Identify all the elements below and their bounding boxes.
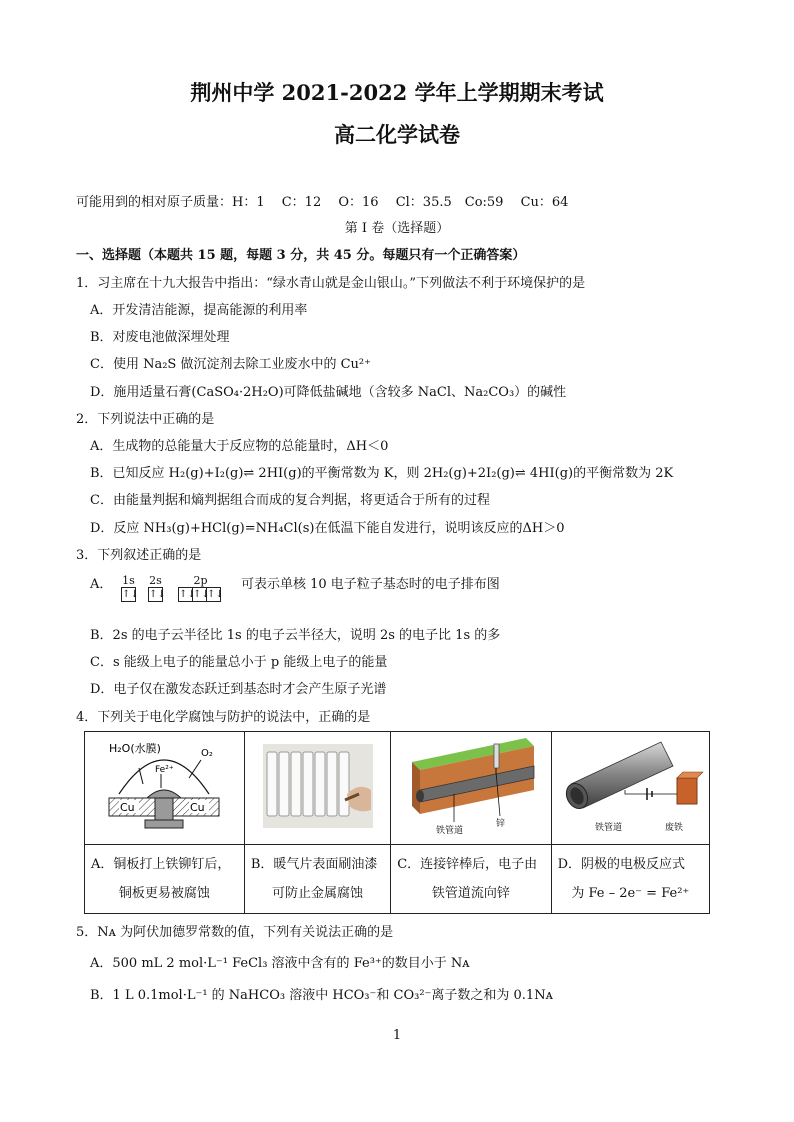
caption-c-line-1: C．连接锌棒后，电子由 [397,857,538,872]
question-3-option-b: B．2s 的电子云半径比 1s 的电子云半径大，说明 2s 的电子比 1s 的多 [90,628,501,643]
question-4-stem: 4．下列关于电化学腐蚀与防护的说法中，正确的是 [76,710,371,725]
water-film-label: H₂O(水膜) [109,742,162,755]
caption-b [244,845,390,914]
page-number: 1 [392,1028,402,1043]
question-2-option-b: B．已知反应 H₂(g)+I₂(g)⇌ 2HI(g)的平衡常数为 K，则 2H₂(g)+2I₂(g)⇌ 4HI(g)的平衡常数为 2K [90,466,674,481]
caption-a-line-2: 铜板更易被腐蚀 [118,886,210,901]
scrap-iron-label: 废铁 [665,823,684,833]
caption-a-line-1: A．铜板打上铁铆钉后， [91,857,231,872]
question-1-option-a: A．开发清洁能源，提高能源的利用率 [90,303,308,318]
figure-d-cell [551,732,709,845]
caption-d-line-2: 为 Fe – 2e⁻ = Fe²⁺ [571,886,690,901]
iron-pipe-label-d: 铁管道 [595,823,623,833]
orbital-2p-box-3: ↑↓ [207,589,224,600]
atomic-masses: 可能用到的相对原子质量：H：1 C：12 O：16 Cl：35.5 Co:59 Cu：64 [76,195,569,210]
question-5-option-a: A．500 mL 2 mol·L⁻¹ FeCl₃ 溶液中含有的 Fe³⁺的数目小于 Nᴀ [90,956,470,971]
scrap-iron-block [677,778,697,804]
orbital-2s-label: 2s [149,574,162,587]
question-1-option-c: C．使用 Na₂S 做沉淀剂去除工业废水中的 Cu²⁺ [90,357,371,372]
caption-d-line-1: D．阴极的电极反应式 [557,857,686,872]
section-title: 一、选择题（本题共 15 题，每题 3 分，共 45 分。每题只有一个正确答案） [76,248,526,263]
question-3-option-c: C．s 能级上电子的能量总小于 p 能级上电子的能量 [90,655,388,670]
zinc-rod [494,744,499,768]
orbital-2s-box: ↑↓ [149,589,166,600]
corrosion-figure-table [84,731,710,914]
caption-c [391,845,551,914]
soil-side [412,762,420,814]
copper-label-left: Cu [120,801,136,814]
orbital-2p-label: 2p [193,574,208,587]
exam-subtitle: 高二化学试卷 [334,122,460,147]
figure-a-cell [85,732,245,845]
question-5-option-b: B．1 L 0.1mol·L⁻¹ 的 NaHCO₃ 溶液中 HCO₃⁻和 CO₃²⁻离子数之和为 0.1Nᴀ [90,988,553,1003]
copper-label-right: Cu [190,801,206,814]
figure-b-cell [244,732,390,845]
orbital-2p-box-2: ↑↓ [193,589,210,600]
caption-b-line-1: B．暖气片表面刷油漆 [250,857,378,872]
scrap-iron-top [677,772,703,778]
figure-c-cell [391,732,551,845]
exam-title: 荆州中学 2021-2022 学年上学期期末考试 [190,80,604,105]
question-2-option-d: D．反应 NH₃(g)+HCl(g)=NH₄Cl(s)在低温下能自发进行，说明该反应的ΔH＞0 [90,521,565,536]
orbital-1s-box: ↑↓ [122,589,139,600]
question-2-stem: 2．下列说法中正确的是 [76,412,215,427]
caption-b-line-2: 可防止金属腐蚀 [272,886,364,901]
orbital-diagram [121,574,139,602]
water-arrow [139,768,143,784]
part-title: 第 I 卷（选择题） [344,221,450,236]
orbital-1s-label: 1s [122,574,135,587]
pipe-end [416,790,424,802]
caption-a [85,845,245,914]
rivet-shaft [155,798,173,822]
question-3-option-d: D．电子仅在激发态跃迁到基态时才会产生原子光谱 [90,682,387,697]
rivet-corrosion-diagram [89,732,239,840]
radiator-photo [263,744,373,828]
question-2-option-c: C．由能量判据和熵判据组合而成的复合判据，将更适合于所有的过程 [90,493,490,508]
orbital-2p [178,574,223,602]
rivet-head [147,790,181,798]
caption-d [551,845,709,914]
cathodic-protection-diagram [555,732,705,840]
connecting-wire [625,790,677,794]
iron-ion-label: Fe²⁺ [155,765,174,775]
question-2-option-a: A．生成物的总能量大于反应物的总能量时，ΔH＜0 [90,439,389,454]
pipeline-zinc-diagram [396,732,546,840]
rivet-base [145,820,183,828]
question-1-stem: 1．习主席在十九大报告中指出：“绿水青山就是金山银山。”下列做法不利于环境保护的是 [76,276,586,291]
caption-c-line-2: 铁管道流向锌 [431,886,510,901]
question-1-option-d: D．施用适量石膏(CaSO₄·2H₂O)可降低盐碱地（含较多 NaCl、Na₂CO₃）的碱性 [90,385,567,400]
question-3-stem: 3．下列叙述正确的是 [76,548,202,563]
orbital-2p-box-1: ↑↓ [179,589,196,600]
oxygen-label: O₂ [201,748,214,759]
iron-pipe-label: 铁管道 [435,826,463,836]
question-3-option-a-text: 可表示单核 10 电子粒子基态时的电子排布图 [241,577,500,592]
zinc-label: 锌 [495,819,505,829]
orbital-2s [148,574,166,602]
question-3-option-a-label: A． [90,577,113,592]
question-1-option-b: B．对废电池做深埋处理 [90,330,230,345]
question-5-stem: 5．Nᴀ 为阿伏加德罗常数的值，下列有关说法正确的是 [76,925,394,940]
